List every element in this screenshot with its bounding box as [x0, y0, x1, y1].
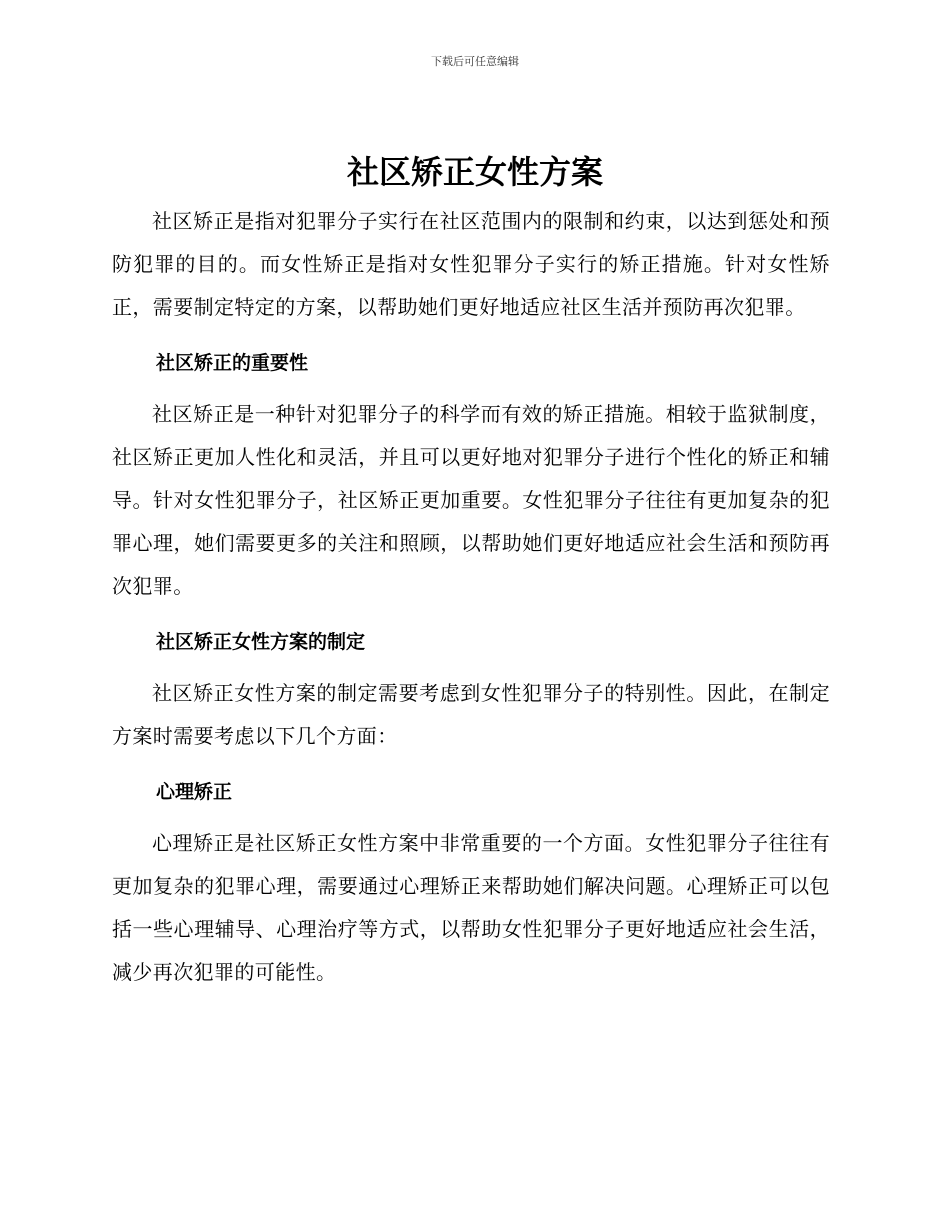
intro-paragraph: 社区矫正是指对犯罪分子实行在社区范围内的限制和约束，以达到惩处和预防犯罪的目的。而女性矫正是指对女性犯罪分子实行的矫正措施。针对女性矫正，需要制定特定的方案，以帮助她们更好地适应社区生活并预防再次犯罪。 — [112, 209, 830, 319]
document-body — [112, 200, 830, 994]
importance-paragraph: 社区矫正是一种针对犯罪分子的科学而有效的矫正措施。相较于监狱制度，社区矫正更加人性化和灵活，并且可以更好地对犯罪分子进行个性化的矫正和辅导。针对女性犯罪分子，社区矫正更加重要。女性犯罪分子往往有更加复杂的犯罪心理，她们需要更多的关注和照顾，以帮助她们更好地适应社会生活和预防再次犯罪。 — [112, 402, 830, 598]
section-heading-formulation: 社区矫正女性方案的制定 — [156, 631, 366, 653]
document-title: 社区矫正女性方案 — [346, 153, 603, 191]
header-note: 下载后可任意编辑 — [431, 55, 519, 68]
formulation-paragraph: 社区矫正女性方案的制定需要考虑到女性犯罪分子的特别性。因此，在制定方案时需要考虑以下几个方面： — [112, 681, 830, 748]
psychological-paragraph: 心理矫正是社区矫正女性方案中非常重要的一个方面。女性犯罪分子往往有更加复杂的犯罪心理，需要通过心理矫正来帮助她们解决问题。心理矫正可以包括一些心理辅导、心理治疗等方式，以帮助女性犯罪分子更好地适应社会生活，减少再次犯罪的可能性。 — [112, 831, 830, 984]
section-heading-psychological: 心理矫正 — [156, 781, 233, 803]
section-heading-importance: 社区矫正的重要性 — [156, 352, 309, 374]
